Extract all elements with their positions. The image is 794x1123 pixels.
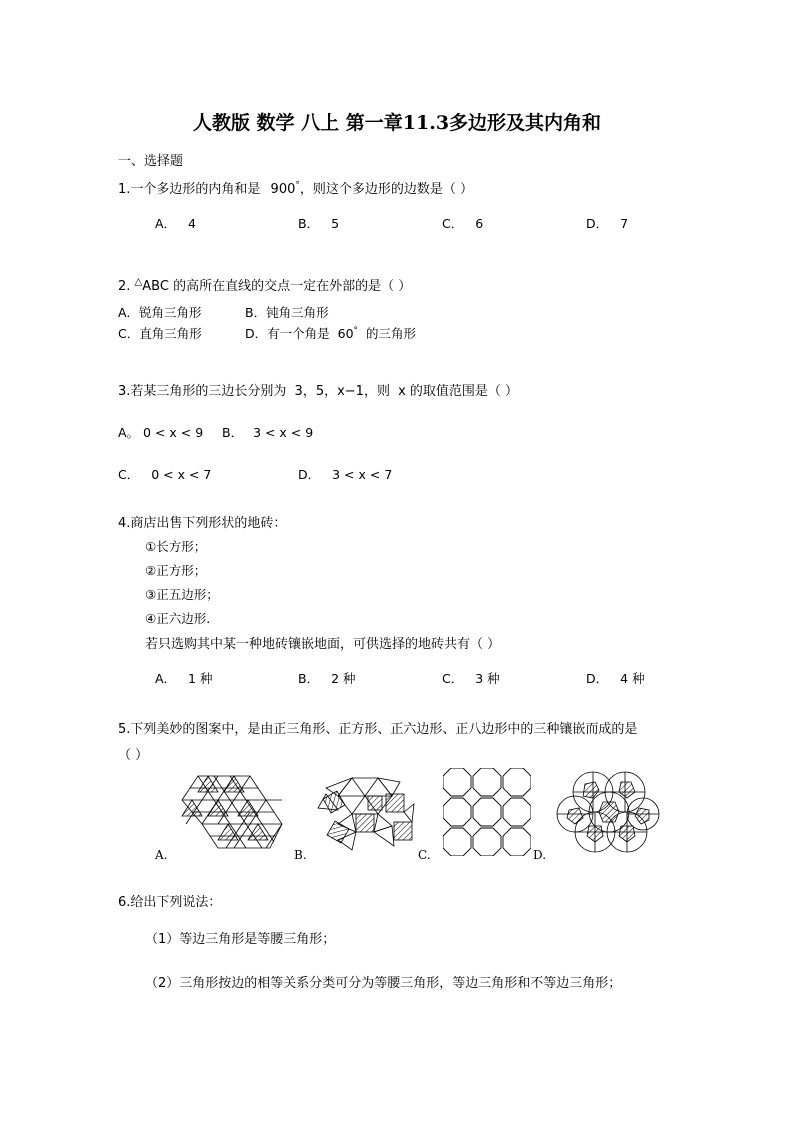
q1-option-b[interactable]: B． 5 [298,216,340,231]
q5-stem: 5.下列美妙的图案中，是由正三角形、正方形、正六边形、正八边形中的三种镶嵌而成的是 [118,722,638,737]
q2-option-b[interactable]: B．钝角三角形 [245,305,329,320]
q3-option-c[interactable]: C． 0 < x < 7 [118,467,212,482]
q2-stem [118,275,411,294]
q1-option-c[interactable]: C． 6 [442,216,484,231]
figure-d-tiling[interactable] [555,770,660,856]
q2-option-a[interactable]: A．锐角三角形 [118,305,202,320]
q6-item-1: （1）等边三角形是等腰三角形； [145,932,336,947]
q4-question: 若只选购其中某一种地砖镶嵌地面，可供选择的地砖共有（ ） [145,637,501,652]
q3-option-d[interactable]: D． 3 < x < 7 [298,467,393,482]
q3-stem: 3.若某三角形的三边长分别为 3，5，x−1，则 x 的取值范围是（ ） [118,384,518,399]
figure-d-label: D. [533,848,547,862]
q2-option-d[interactable]: D．有一个角是 60° 的三角形 [245,325,417,341]
q1-option-a[interactable]: A． 4 [155,216,196,231]
figure-c-tiling[interactable] [443,768,531,856]
q6-stem: 6.给出下列说法： [118,895,222,910]
q2-option-c[interactable]: C．直角三角形 [118,326,202,341]
q3-option-a[interactable]: A。 0 < x < 9 [118,425,204,440]
figure-b-label: B. [294,848,307,862]
q1-value: 900 [270,182,296,197]
q2-number: 2. [118,279,131,294]
figure-c-label: C. [418,848,431,862]
q4-option-b[interactable]: B． 2 种 [298,671,356,686]
q4-item-1: ①长方形； [145,539,207,554]
q1-deg: ° [295,180,300,191]
q1-stem [118,178,473,197]
q1-option-d[interactable]: D． 7 [586,216,629,231]
q3-option-b[interactable]: B． 3 < x < 9 [222,425,314,440]
triangle-symbol: △ [134,276,143,288]
figure-a-label: A. [155,848,168,862]
q1-stem-a: 1.一个多边形的内角和是 [118,182,261,197]
q2-abc: ABC [142,279,169,294]
q2-stem-text: 的高所在直线的交点一定在外部的是（ ） [173,279,412,294]
q4-option-c[interactable]: C． 3 种 [442,671,500,686]
q4-item-3: ③正五边形； [145,587,219,602]
q4-option-d[interactable]: D． 4 种 [586,671,645,686]
q6-item-2: （2）三角形按边的相等关系分类可分为等腰三角形，等边三角形和不等边三角形； [145,976,622,991]
section-heading: 一、选择题 [118,154,184,169]
page-title: 人教版 数学 八上 第一章11.3多边形及其内角和 [192,112,602,134]
figure-a-tiling[interactable] [178,774,290,854]
figure-b-tiling[interactable] [316,774,416,854]
q4-option-a[interactable]: A． 1 种 [155,671,213,686]
q1-stem-b: ，则这个多边形的边数是（ ） [299,182,474,197]
q4-item-2: ②正方形； [145,563,207,578]
q4-stem: 4.商店出售下列形状的地砖： [118,516,287,531]
q5-paren: （ ） [118,748,149,763]
q4-item-4: ④正六边形. [145,611,211,626]
